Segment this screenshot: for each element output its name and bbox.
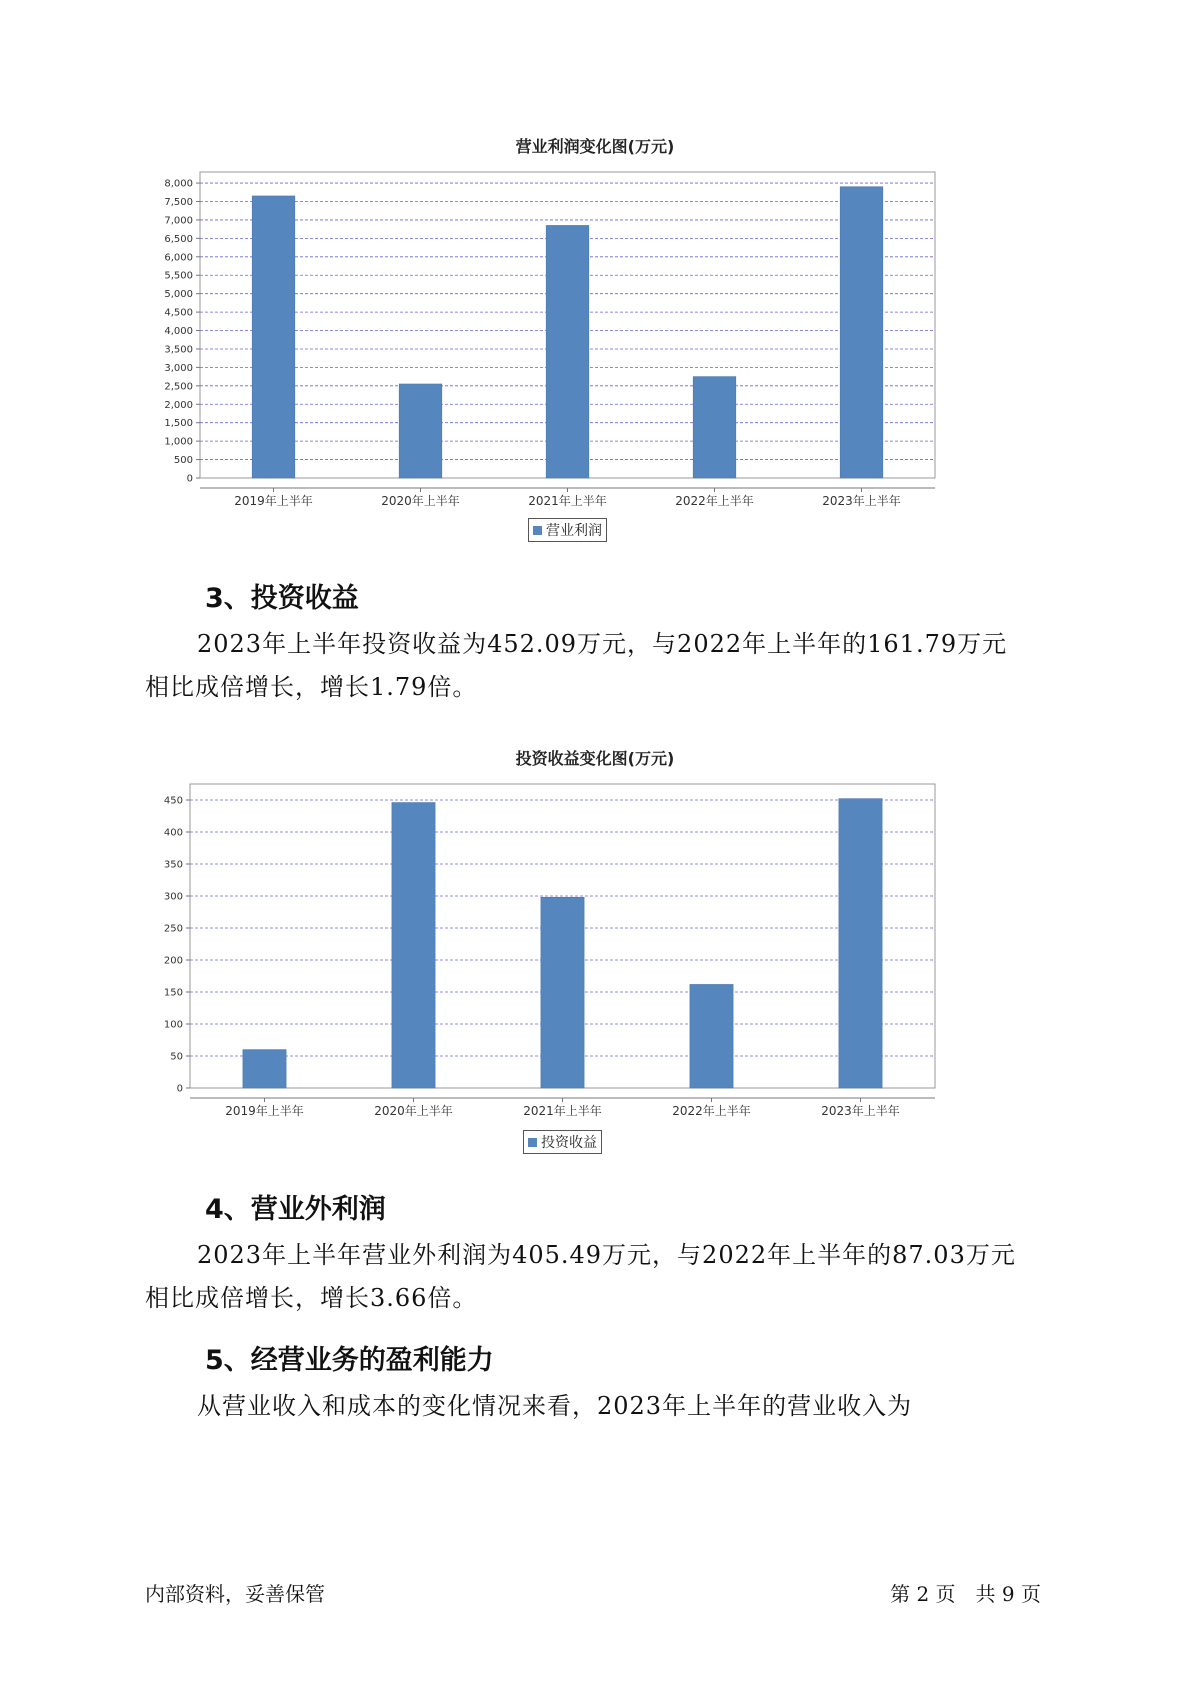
bar (546, 225, 589, 478)
section-heading-profitability: 5、经营业务的盈利能力 (205, 1345, 494, 1376)
y-tick-label: 500 (173, 455, 193, 467)
paragraph-line: 相比成倍增长，增长3.66倍。 (145, 1284, 478, 1312)
y-tick-label: 3,000 (164, 362, 193, 374)
x-tick-label: 2023年上半年 (821, 1104, 900, 1118)
legend-label: 营业利润 (546, 523, 602, 539)
y-tick-label: 200 (163, 955, 183, 967)
bar (399, 384, 442, 478)
section-heading-investment-income: 3、投资收益 (205, 583, 359, 614)
x-tick-label: 2020年上半年 (381, 494, 460, 508)
chart-legend (528, 518, 607, 542)
x-tick-label: 2022年上半年 (675, 494, 754, 508)
chart-legend (523, 1130, 602, 1154)
bar (693, 377, 736, 478)
x-tick-label: 2021年上半年 (528, 494, 607, 508)
bar (840, 187, 883, 478)
x-tick-label: 2023年上半年 (822, 494, 901, 508)
x-tick-label: 2019年上半年 (234, 494, 313, 508)
y-tick-label: 450 (163, 795, 183, 807)
x-tick-label: 2021年上半年 (523, 1104, 602, 1118)
y-tick-label: 400 (163, 827, 183, 839)
y-tick-label: 7,000 (164, 215, 193, 227)
y-tick-label: 1,500 (164, 418, 193, 430)
chart-title: 投资收益变化图(万元) (515, 749, 675, 768)
y-tick-label: 7,500 (164, 196, 193, 208)
y-tick-label: 8,000 (164, 178, 193, 190)
y-tick-label: 1,000 (164, 436, 193, 448)
bar (541, 897, 584, 1088)
x-tick-label: 2022年上半年 (672, 1104, 751, 1118)
y-tick-label: 0 (186, 473, 193, 485)
chart-plot (163, 772, 1015, 1172)
y-tick-label: 4,500 (164, 307, 193, 319)
y-tick-label: 150 (163, 987, 183, 999)
bar (243, 1050, 286, 1088)
y-tick-label: 50 (170, 1051, 183, 1063)
paragraph-profitability (145, 1385, 1070, 1428)
x-tick-label: 2019年上半年 (225, 1104, 304, 1118)
y-tick-label: 2,000 (164, 399, 193, 411)
section-heading-non-operating-profit: 4、营业外利润 (205, 1194, 386, 1225)
paragraph-line: 从营业收入和成本的变化情况来看，2023年上半年的营业收入为 (197, 1392, 913, 1420)
y-tick-label: 5,500 (164, 270, 193, 282)
bar (392, 803, 435, 1088)
footer-page-number: 第 2 页 共 9 页 (890, 1582, 1041, 1606)
bar (690, 984, 733, 1088)
legend-label: 投资收益 (541, 1135, 597, 1151)
y-tick-label: 350 (163, 859, 183, 871)
paragraph-non-operating-profit (145, 1234, 1070, 1320)
bar (252, 196, 295, 478)
bar (839, 799, 882, 1088)
x-tick-label: 2020年上半年 (374, 1104, 453, 1118)
y-tick-label: 0 (176, 1083, 183, 1095)
y-tick-label: 250 (163, 923, 183, 935)
investment-income-chart (163, 742, 1015, 1162)
y-tick-label: 100 (163, 1019, 183, 1031)
paragraph-line: 相比成倍增长，增长1.79倍。 (145, 673, 478, 701)
legend-swatch (533, 526, 542, 535)
paragraph-line: 2023年上半年投资收益为452.09万元，与2022年上半年的161.79万元 (197, 630, 1008, 658)
chart-title: 营业利润变化图(万元) (515, 137, 675, 156)
footer-left: 内部资料，妥善保管 (145, 1582, 325, 1606)
paragraph-line: 2023年上半年营业外利润为405.49万元，与2022年上半年的87.03万元 (197, 1241, 1016, 1269)
y-tick-label: 6,500 (164, 233, 193, 245)
y-tick-label: 6,000 (164, 252, 193, 264)
y-tick-label: 3,500 (164, 344, 193, 356)
y-tick-label: 300 (163, 891, 183, 903)
y-tick-label: 2,500 (164, 381, 193, 393)
operating-profit-chart (164, 130, 1015, 550)
y-tick-label: 4,000 (164, 326, 193, 338)
legend-swatch (528, 1138, 537, 1147)
chart-plot (164, 160, 1015, 560)
paragraph-investment-income (145, 623, 1070, 709)
y-tick-label: 5,000 (164, 289, 193, 301)
